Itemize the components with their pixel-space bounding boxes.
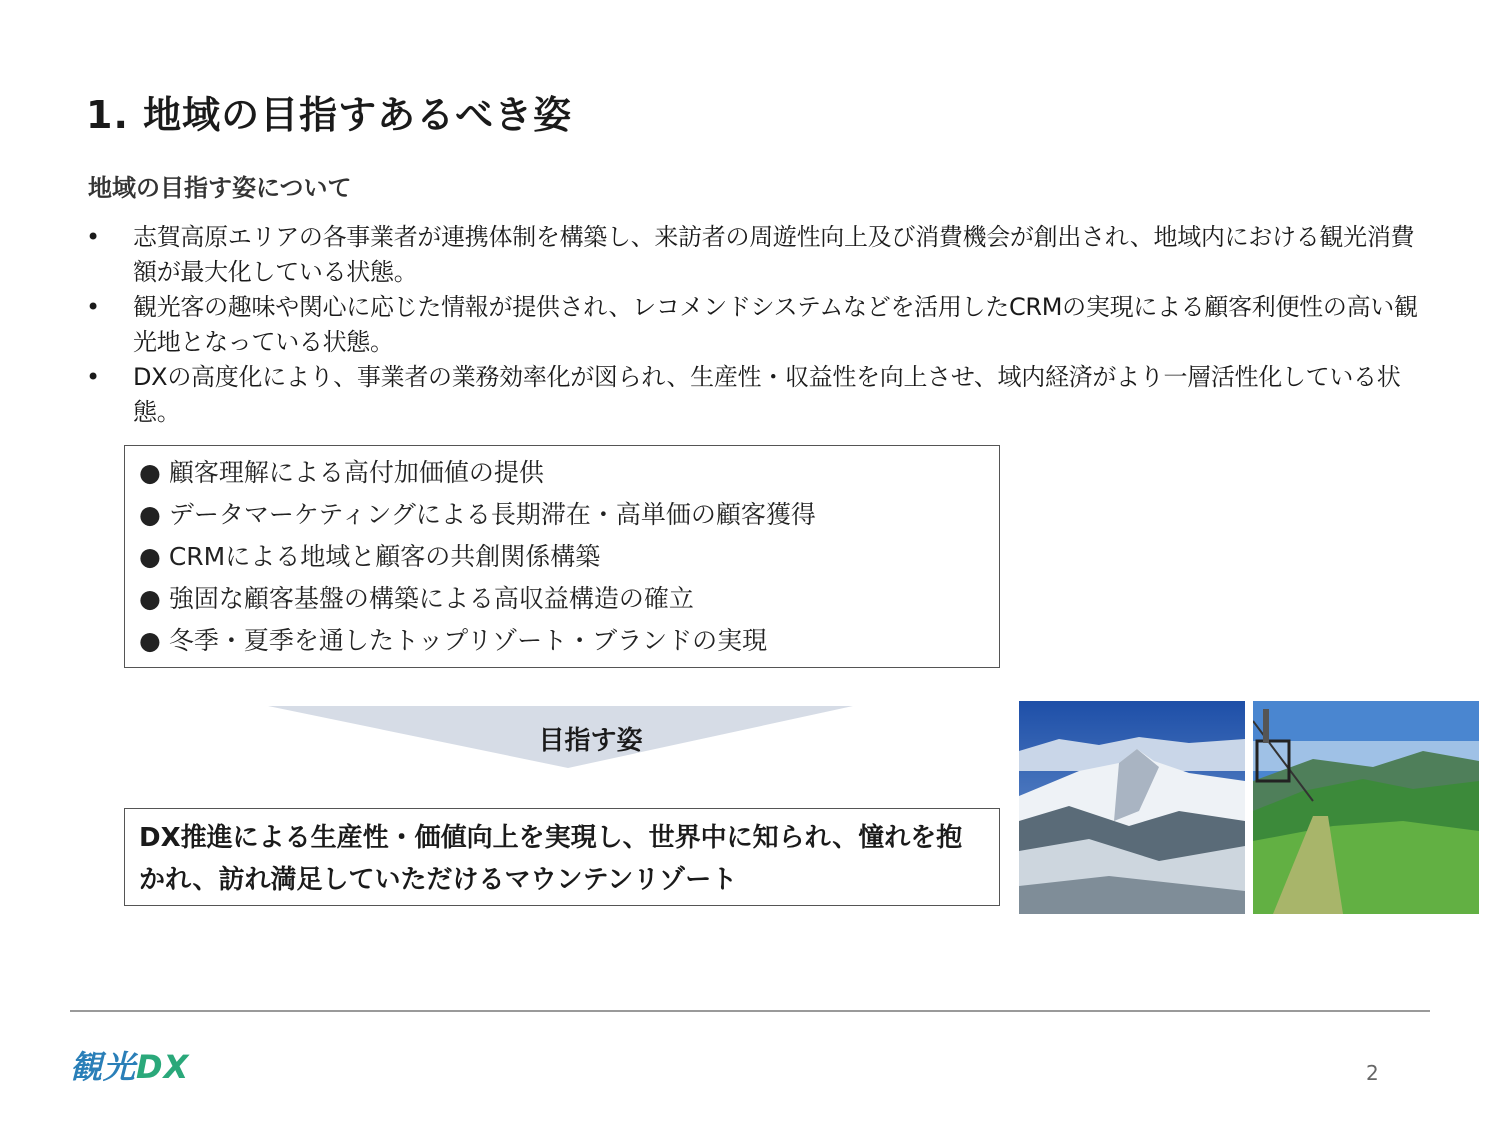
goal-marker: ● [139, 458, 161, 487]
footer-divider [70, 1010, 1430, 1012]
section-subtitle: 地域の目指す姿について [88, 174, 352, 202]
goal-text: データマーケティングによる長期滞在・高単価の顧客獲得 [168, 500, 816, 529]
goals-box [124, 445, 1000, 668]
page-title: 1. 地域の目指すあるべき姿 [86, 93, 573, 137]
bullet-marker: • [86, 293, 100, 321]
winter-mountain-photo [1019, 701, 1245, 914]
vision-text: DX推進による生産性・価値向上を実現し、世界中に知られ、憧れを抱かれ、訪れ満足していただけるマウンテンリゾート [139, 823, 963, 895]
page-number: 2 [1366, 1061, 1379, 1085]
bullet-marker: • [86, 363, 100, 391]
bullet-item [84, 360, 1424, 430]
goal-item [139, 452, 999, 494]
kanko-dx-logo: 観光DX [70, 1048, 190, 1086]
vision-box [124, 808, 1000, 906]
bullet-text: 志賀高原エリアの各事業者が連携体制を構築し、来訪者の周遊性向上及び消費機会が創出され、地域内における観光消費額が最大化している状態。 [133, 223, 1415, 286]
goal-marker: ● [139, 542, 161, 571]
goal-text: 顧客理解による高付加価値の提供 [168, 458, 544, 487]
bullet-item [84, 290, 1424, 360]
goal-marker: ● [139, 584, 161, 613]
goal-item [139, 578, 999, 620]
goal-marker: ● [139, 500, 161, 529]
bullet-text: DXの高度化により、事業者の業務効率化が図られ、生産性・収益性を向上させ、域内経済がより一層活性化している状態。 [133, 363, 1401, 426]
arrow-label: 目指す姿 [538, 726, 643, 756]
goal-text: 冬季・夏季を通したトップリゾート・ブランドの実現 [168, 626, 768, 655]
summer-mountain-photo [1253, 701, 1479, 914]
down-arrow [268, 706, 853, 768]
bullet-marker: • [86, 223, 100, 251]
goal-text: CRMによる地域と顧客の共創関係構築 [168, 542, 601, 571]
goal-item [139, 536, 999, 578]
goal-text: 強固な顧客基盤の構築による高収益構造の確立 [168, 584, 694, 613]
bullet-text: 観光客の趣味や関心に応じた情報が提供され、レコメンドシステムなどを活用したCRMの実現による顧客利便性の高い観光地となっている状態。 [133, 293, 1418, 356]
goal-marker: ● [139, 626, 161, 655]
bullet-list [84, 220, 1424, 430]
goal-item [139, 620, 999, 662]
bullet-item [84, 220, 1424, 290]
goal-item [139, 494, 999, 536]
